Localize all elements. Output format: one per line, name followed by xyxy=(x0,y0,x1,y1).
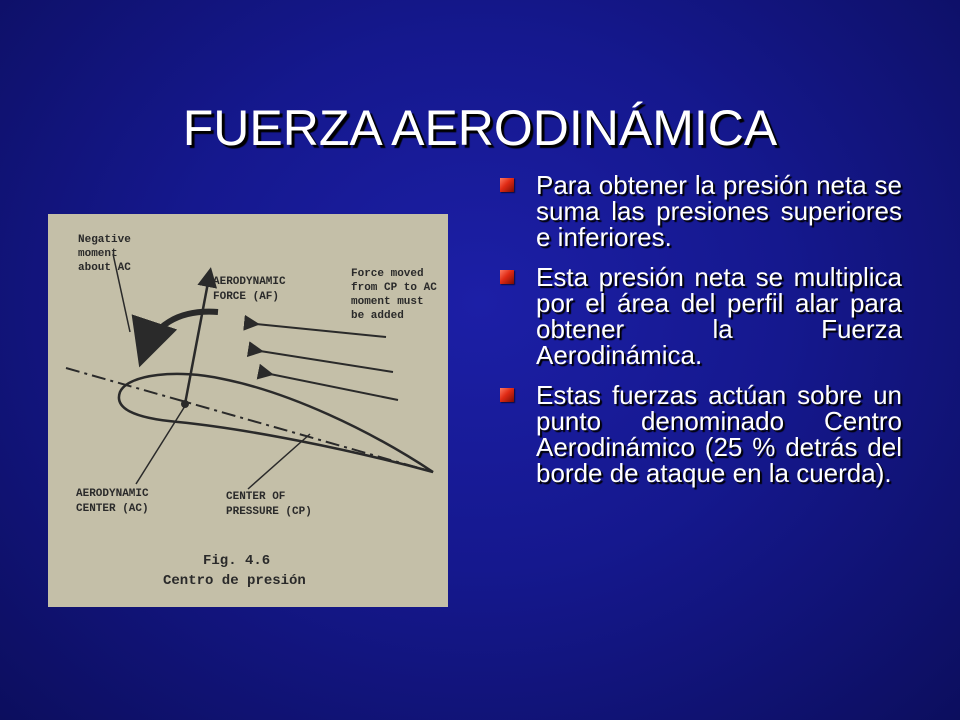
label-force-moved: Force moved xyxy=(351,268,424,280)
aerodynamic-center-point xyxy=(181,400,189,408)
force-moved-arrow xyxy=(270,374,398,400)
figure-caption-text: Centro de presión xyxy=(163,573,306,589)
slide-title: FUERZA AERODINÁMICA xyxy=(182,100,778,156)
bullet-item xyxy=(500,264,902,368)
label-negative-moment: moment xyxy=(78,248,118,260)
svg-text:Negative moment xyxy=(78,234,137,274)
label-aerodynamic-center: AERODYNAMIC xyxy=(76,488,149,500)
svg-text:AERODYNAMIC CENTER (AC xyxy=(76,488,155,515)
svg-text:AERODYNAMIC FORCE (AF) xyxy=(213,276,292,303)
label-negative-moment: about AC xyxy=(78,262,131,274)
force-moved-arrow xyxy=(260,351,393,372)
label-force-moved: be added xyxy=(351,310,404,322)
bullet-text: Estas fuerzas actúan sobre un punto denominado Centro Aerodinámico (25 % detrás del borde de ataque en la cuerda). xyxy=(536,380,902,488)
svg-text:CENTER OF PRESSURE (CP xyxy=(226,491,312,518)
airfoil-diagram xyxy=(48,214,448,607)
label-center-of-pressure: PRESSURE (CP) xyxy=(226,506,312,518)
label-aerodynamic-center: CENTER (AC) xyxy=(76,503,149,515)
leader-line xyxy=(248,434,310,489)
moment-arc-arrow xyxy=(143,312,218,356)
figure-caption-number: Fig. 4.6 xyxy=(203,553,271,569)
label-center-of-pressure: CENTER OF xyxy=(226,491,286,503)
bullet-text: Para obtener la presión neta se suma las presiones superiores e inferiores. xyxy=(536,170,902,252)
airfoil-figure xyxy=(48,214,448,607)
aerodynamic-force-arrow xyxy=(185,272,210,404)
chord-line xyxy=(66,368,433,472)
bullet-square-icon xyxy=(500,178,514,192)
bullet-item xyxy=(500,172,902,250)
label-aerodynamic-force: FORCE (AF) xyxy=(213,291,280,303)
label-force-moved: from CP to AC xyxy=(351,282,437,294)
label-aerodynamic-force: AERODYNAMIC xyxy=(213,276,286,288)
svg-text:Fig. 4.6 Centro de pre xyxy=(163,553,306,589)
bullet-list xyxy=(500,172,902,500)
bullet-item xyxy=(500,382,902,486)
bullet-square-icon xyxy=(500,270,514,284)
svg-text:Force moved from CP to xyxy=(351,268,443,322)
bullet-text: Esta presión neta se multiplica por el área del perfil alar para obtener la Fuerza Aerodinámica. xyxy=(536,262,902,370)
bullet-square-icon xyxy=(500,388,514,402)
label-negative-moment: Negative xyxy=(78,234,131,246)
label-force-moved: moment must xyxy=(351,296,424,308)
force-moved-arrow xyxy=(256,324,386,337)
airfoil-shape xyxy=(119,374,433,472)
